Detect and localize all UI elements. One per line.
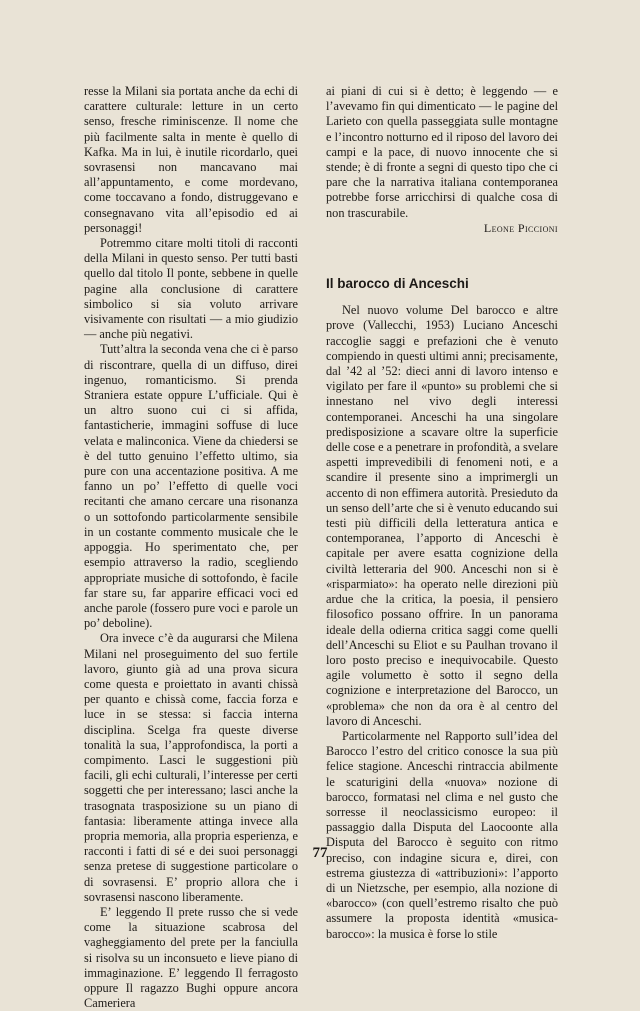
paragraph: Nel nuovo volume Del barocco e altre prove (Vallecchi, 1953) Luciano Anceschi raccoglie saggi e prefazioni che è venuto compiendo in questi ultimi anni; precisamente, dal ’42 al ’52: dieci anni di lavoro intenso e vigilato per fare il «punto» su problemi che si innestano nel vivo degli interessi contemporanei. Anceschi ha una singolare predisposizione a scavare oltre la superficie delle cose e a penetrare in profondità, a svelare aspetti imprevedibili di fenomeni noti, e a scandire il presente sino a imprimergli un accento di non effimera autorità. Presieduto da un senso dell’arte che si è venuto educando sui testi più difficili della letteratura antica e contemporanea, l’apporto di Anceschi è capitale per avere esatta cognizione della civiltà letteraria del 900. Anceschi non si è «risparmiato»: ha operato nelle direzioni più ardue che la critica, la poesia, il pensiero filosofico possano offrire. In un panorama ideale della odierna critica saggi come quelli dell’Anceschi su Eliot e su Paulhan trovano il loro posto preciso e inequivocabile. Questo agile volumetto è sotto il segno della cognizione e interpretazione del Barocco, un «problema» che non da ora è al centro del lavoro di Anceschi. — [326, 303, 559, 728]
paragraph: E’ leggendo Il prete russo che si vede come la situazione scabrosa del vagheggiamento del prete per la fanciulla si risolva su un inconsueto e lieve piano di immaginazione. E’ leggendo Il ferragosto oppure Il ragazzo Bughi oppure ancora Cameriera — [84, 904, 298, 1011]
right-column — [326, 84, 558, 942]
paragraph: Ora invece c’è da augurarsi che Milena Milani nel proseguimento del suo fertile lavoro, giunto già ad una prova sicura come questa e proiettato in avanti chissà per quanto e chissà come, faccia forza e luce in se stessa: si faccia interna disciplina. Scelga fra queste diverse tonalità la sua, l’approfondisca, la porti a compimento. Lasci le suggestioni più facili, gli echi culturali, l’interesse per certi soggetti che per interessano; lasci anche la trasognata trasposizione su un piano di fantasia: liberamente attinga invece alla propria memoria, alla propria esperienza, e racconti i fatti di sé e dei suoi personaggi senza pretese di suggestione particolare o di sovrasensi. E’ proprio allora che i sovrasensi nascono liberamente. — [84, 631, 298, 904]
page-number: 77 — [312, 845, 328, 861]
left-column — [84, 84, 298, 1011]
paragraph: Potremmo citare molti titoli di racconti della Milani in questo senso. Per tutti basti quello dal titolo Il ponte, sebbene in quelle pagine alla conclusione di carattere simbolico si sia voluto arrivare visivamente con risultati — a mio giudizio — anche più negativi. — [84, 236, 298, 342]
section-heading: Il barocco di Anceschi — [326, 276, 469, 292]
author-signature: Leone Piccioni — [483, 220, 558, 235]
paragraph: resse la Milani sia portata anche da echi di carattere culturale: letture in un certo senso, fresche riminiscenze. Il nome che più facilmente salta in mente è quello di Kafka. Ma in lui, è inutile ricordarlo, quei sovrasensi non mancavano mai all’appuntamento, e come mordevano, come toccavano a fondo, distruggevano e consegnavano vita all’episodio ed ai personaggi! — [84, 84, 298, 235]
paragraph: Particolarmente nel Rapporto sull’idea del Barocco l’estro del critico conosce la sua più felice stagione. Anceschi rintraccia abilmente le scaturigini della «nuova» nozione di barocco, formatasi nel clima e nel gusto che sorresse il neoclassicismo europeo: il passaggio dalla Disputa del Laocoonte alla Disputa del Barocco è seguito con ritmo preciso, con indagine sicura e, direi, con estrema giustezza di «attribuzioni»: l’apporto di un Nietzsche, per esempio, alla nozione di «barocco» (con quell’estremo risalto che può assumere la proposta identità «musica-barocco»: la musica è forse lo stile — [326, 728, 558, 941]
paragraph: Tutt’altra la seconda vena che ci è parso di riscontrare, quella di un diffuso, direi ingenuo, romanticismo. Si prenda Straniera estate oppure L’ufficiale. Qui è un altro suono cui ci si affida, fantasticherie, immagini soffuse di luce velata e malinconica. Viene da chiedersi se è del tutto genuino l’effetto ultimo, sia pure con una accentazione positiva. A me fanno un po’ l’effetto di quelle voci recitanti che amano cercare una risonanza o un sottofondo particolarmente sensibile in un costante commento musicale che le appoggia. Ho sperimentato che, per esempio attraverso la radio, scegliendo appropriate musiche di sottofondo, è facile far stare su, far apparire efficaci voci ed anche parole (fossero pure voci e parole un po’ deboline). — [84, 342, 298, 631]
paragraph: ai piani di cui si è detto; è leggendo — e l’avevamo fin qui dimenticato — le pagine del Larieto con quella passeggiata sulle montagne e l’incontro notturno ed il riposo del lavoro dei campi e la pace, di nuovo innocente che si stende; è di fronte a segni di questo tipo che ci pare che la narrativa italiana contemporanea potrebbe forse arricchirsi di qualche cosa di non trascurabile. — [326, 84, 558, 220]
